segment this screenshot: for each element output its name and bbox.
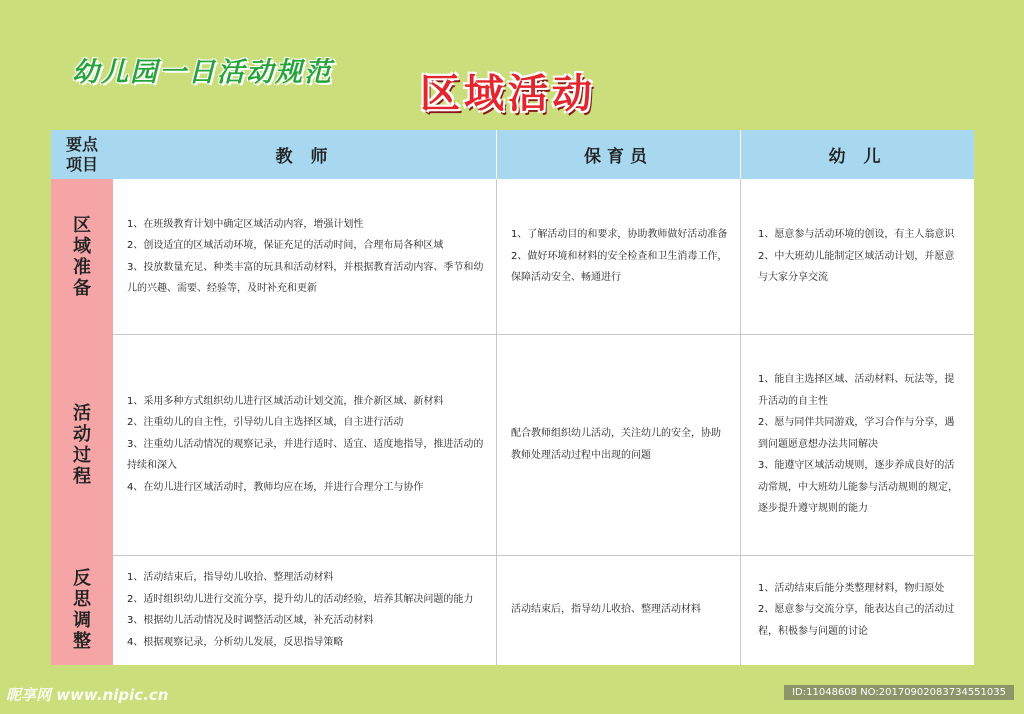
row-label-reflection [51,555,113,665]
cell-text: 1、在班级教育计划中确定区域活动内容，增强计划性 2、创设适宜的区域活动环境，保证充足的活动时间，合理布局各种区域 3、投放数量充足、种类丰富的玩具和活动材料，并根据教育活动内容、季节和幼儿的兴趣、需要、经验等，及时补充和更新 [127,218,484,294]
cell-text: 配合教师组织幼儿活动，关注幼儿的安全，协助教师处理活动过程中出现的问题 [511,428,721,461]
cell-text: 1、活动结束后，指导幼儿收拾、整理活动材料 2、适时组织幼儿进行交流分享，提升幼儿的活动经验，培养其解决问题的能力 3、根据幼儿活动情况及时调整活动区域，补充活动材料 4、根据观察记录，分析幼儿发展，反思指导策略 [127,572,474,648]
activity-table [51,130,974,665]
row-label-char: 调 [73,610,91,631]
watermark-id: ID:11048608 NO:20170902083734551035 [784,685,1014,700]
cell-nurse-preparation [497,179,740,334]
row-label-char: 区 [73,214,91,236]
cell-text: 1、能自主选择区域、活动材料、玩法等，提升活动的自主性 2、愿与同伴共同游戏，学习合作与分享，遇到问题愿意想办法共同解决 3、能遵守区域活动规则，逐步养成良好的活动常规，中大班幼儿能参与活动规则的规定，逐步提升遵守规则的能力 [758,374,958,515]
cell-nurse-reflection [497,555,740,665]
cell-text: 1、活动结束后能分类整理材料，物归原处 2、愿意参与交流分享，能表达自己的活动过程，积极参与问题的讨论 [758,582,955,637]
page-title: 区域活动 [420,71,596,117]
cell-text: 活动结束后，指导幼儿收拾、整理活动材料 [511,604,701,616]
column-header-teacher: 教 师 [113,130,496,179]
row-divider [113,555,974,556]
column-header-child: 幼 儿 [741,130,974,179]
corner-label-top: 要点 [65,134,98,154]
cell-child-preparation [741,179,974,334]
row-divider [113,334,974,335]
cell-text: 1、了解活动目的和要求，协助教师做好活动准备 2、做好环境和材料的安全检查和卫生消毒工作，保障活动安全、畅通进行 [511,229,728,284]
column-header-nurse: 保育员 [497,130,740,179]
cell-teacher-reflection [113,555,496,665]
header-corner [51,130,113,179]
row-label-char: 动 [73,423,91,445]
column-divider [740,179,741,665]
row-label-char: 域 [73,235,91,257]
row-label-char: 准 [73,256,91,278]
column-divider [496,179,497,665]
cell-child-process [741,334,974,555]
cell-teacher-process [113,334,496,555]
page-subtitle: 幼儿园一日活动规范 [72,57,333,88]
cell-text: 1、愿意参与活动环境的创设，有主人翁意识 2、中大班幼儿能制定区域活动计划，并愿意与大家分享交流 [758,229,955,284]
row-label-process [51,334,113,555]
row-label-char: 程 [73,465,91,487]
row-label-char: 过 [73,444,91,466]
cell-teacher-preparation [113,179,496,334]
corner-label-bottom: 项目 [65,154,98,174]
cell-nurse-process [497,334,740,555]
row-label-char: 反 [73,568,91,589]
row-label-char: 整 [73,631,91,652]
row-label-char: 思 [73,589,91,610]
cell-child-reflection [741,555,974,665]
cell-text: 1、采用多种方式组织幼儿进行区域活动计划交流，推介新区域、新材料 2、注重幼儿的自主性，引导幼儿自主选择区域，自主进行活动 3、注重幼儿活动情况的观察记录，并进行适时、适宜、适度地指导，推进活动的持续和深入 4、在幼儿进行区域活动时，教师均应在场，并进行合理分工与协作 [127,395,484,493]
watermark-site: 昵享网 www.nipic.cn [6,686,169,704]
row-label-char: 活 [73,402,91,424]
row-label-char: 备 [73,277,91,299]
row-label-preparation [51,179,113,334]
